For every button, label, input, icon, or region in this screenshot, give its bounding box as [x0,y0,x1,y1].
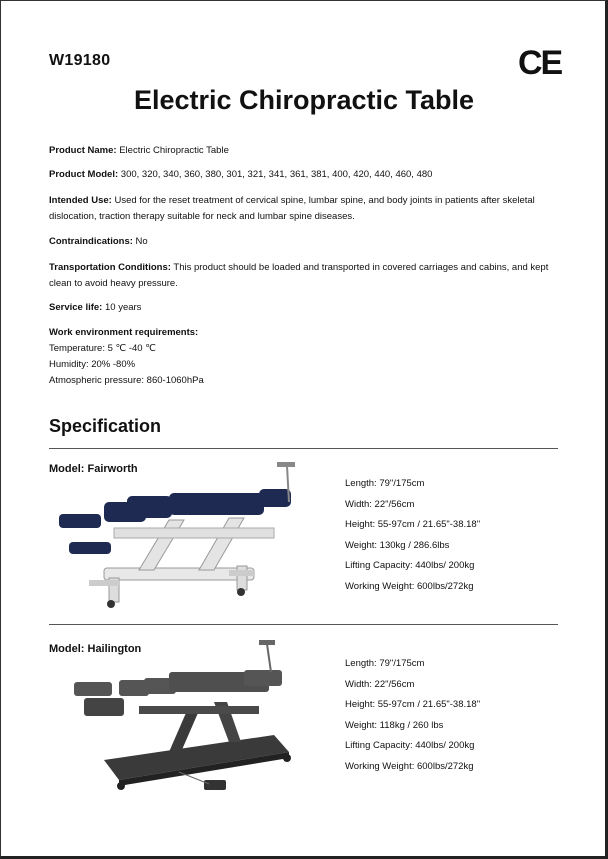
spec-weight: Weight: 130kg / 286.6lbs [345,539,450,551]
spec-lifting-capacity: Lifting Capacity: 440lbs/ 200kg [345,560,475,571]
specification-heading: Specification [49,416,162,436]
hailington-table-image [49,640,345,810]
spec-width: Width: 22"/56cm [345,678,415,690]
spec-working-weight: Working Weight: 600lbs/272kg [345,760,474,772]
spec-length: Length: 79"/175cm [345,658,425,669]
model-title-hailington: Model: Hailington [49,643,142,655]
hailington-spec-list [345,654,480,777]
env-pressure: Atmospheric pressure: 860-1060hPa [49,375,204,386]
ce-mark-logo: CE [518,44,562,82]
fairworth-table-illustration [49,458,345,618]
hailington-table-illustration [49,640,345,810]
spec-working-weight: Working Weight: 600lbs/272kg [345,580,474,592]
env-temperature: Temperature: 5 ℃ -40 ℃ [49,343,156,354]
product-model-row: Product Model: 300, 320, 340, 360, 380, 301, 321, 341, 361, 381, 400, 420, 440, 460, 480 [49,169,433,180]
spec-weight: Weight: 118kg / 260 lbs [345,719,444,731]
env-humidity: Humidity: 20% -80% [49,359,136,370]
fairworth-spec-list [345,474,480,597]
spec-height: Height: 55-97cm / 21.65"-38.18" [345,519,481,530]
fairworth-table-image [49,458,345,618]
spec-height: Height: 55-97cm / 21.65"-38.18" [345,699,481,710]
divider [49,448,558,449]
document-id: W19180 [49,52,111,69]
transportation-row: Transportation Conditions: This product should be loaded and transported in covered carriages and cabins, and kept clean to avoid heavy pressure. [49,262,549,289]
intended-use-row: Intended Use: Used for the reset treatment of cervical spine, lumbar spine, and body joints in patients after skeletal dislocation, traction therapy suitable for neck and lumbar spine diseases. [49,195,535,222]
page-title: Electric Chiropractic Table [133,85,475,115]
spec-length: Length: 79"/175cm [345,478,425,489]
divider [49,624,558,625]
work-environment-block: Work environment requirements: Temperature: 5 ℃ -40 ℃ Humidity: 20% -80% Atmospheric pressure: 860-1060hPa [49,327,204,386]
spec-lifting-capacity: Lifting Capacity: 440lbs/ 200kg [345,740,475,751]
product-name-row: Product Name: Electric Chiropractic Table [49,145,229,156]
contraindications-row: Contraindications: No [49,236,148,247]
spec-width: Width: 22"/56cm [345,498,415,510]
service-life-row: Service life: 10 years [49,302,142,313]
model-title-fairworth: Model: Fairworth [49,463,138,475]
